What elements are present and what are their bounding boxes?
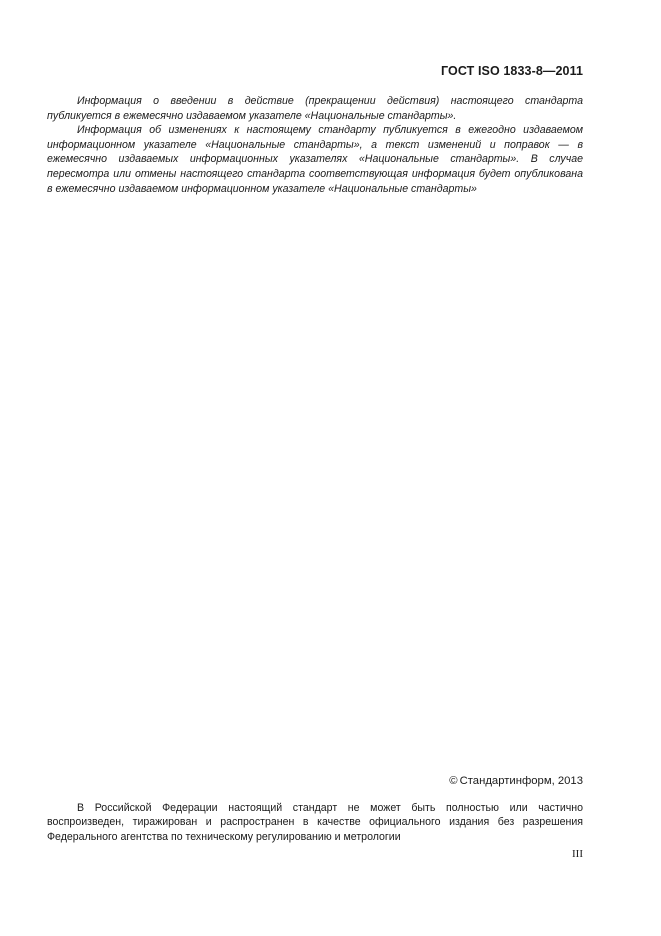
reproduction-rights-notice <box>47 801 583 844</box>
notice-paragraph-amendments: Информация об изменениях к настоящему стандарту публикуется в ежегодно издаваемом информационном указателе «Национальные стандарты», а текст изменений и поправок — в ежемесячно издаваемых информационных указателях «Национальные стандарты». В случае пересмотра или отмены настоящего стандарта соответствующая информация будет опубликована в ежемесячно издаваемом информационном указателе «Национальные стандарты» <box>47 124 583 195</box>
standard-code-header: ГОСТ ISO 1833-8—2011 <box>440 64 583 78</box>
copyright-icon: © <box>449 775 458 787</box>
copyright-line <box>449 775 583 787</box>
publication-notice <box>47 94 583 196</box>
notice-paragraph-introduction: Информация о введении в действие (прекращении действия) настоящего стандарта публикуется в ежемесячно издаваемом указателе «Национальные стандарты». <box>47 95 583 122</box>
copyright-text: Стандартинформ, 2013 <box>459 775 583 787</box>
rights-paragraph: В Российской Федерации настоящий стандарт не может быть полностью или частично воспроизведен, тиражирован и распространен в качестве официального издания без разрешения Федерального агентства по техническому регулированию и метрологии <box>47 802 583 843</box>
page-number: III <box>572 848 583 860</box>
